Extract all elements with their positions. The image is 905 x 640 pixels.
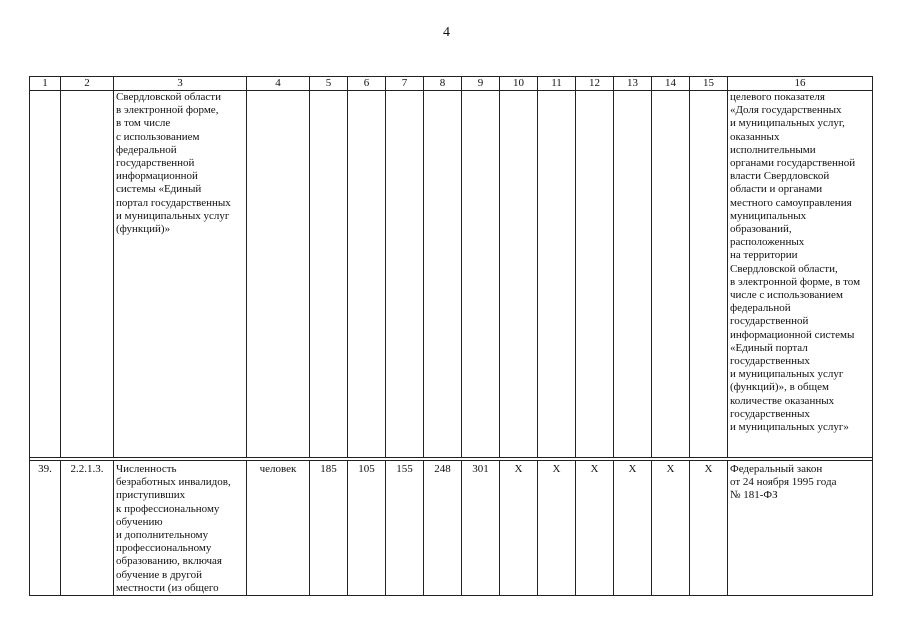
- source-cell: Федеральный закон от 24 ноября 1995 года № 181-ФЗ: [728, 461, 873, 596]
- value-cell-10: [500, 91, 538, 458]
- value-cell-8: 248: [424, 461, 462, 596]
- value-cell-5: 185: [310, 461, 348, 596]
- header-col-10: 10: [500, 77, 538, 91]
- header-col-15: 15: [690, 77, 728, 91]
- header-col-13: 13: [614, 77, 652, 91]
- value-cell-8: [424, 91, 462, 458]
- unit-cell: человек: [247, 461, 310, 596]
- unit-cell: [247, 91, 310, 458]
- indicator-table: [29, 76, 873, 596]
- header-col-11: 11: [538, 77, 576, 91]
- value-cell-11: X: [538, 461, 576, 596]
- value-cell-14: [652, 91, 690, 458]
- value-cell-9: 301: [462, 461, 500, 596]
- header-col-16: 16: [728, 77, 873, 91]
- header-col-14: 14: [652, 77, 690, 91]
- value-cell-7: 155: [386, 461, 424, 596]
- value-cell-13: [614, 91, 652, 458]
- header-col-12: 12: [576, 77, 614, 91]
- header-col-5: 5: [310, 77, 348, 91]
- value-cell-14: X: [652, 461, 690, 596]
- header-col-2: 2: [61, 77, 114, 91]
- value-cell-11: [538, 91, 576, 458]
- value-cell-5: [310, 91, 348, 458]
- source-cell: целевого показателя «Доля государственных и муниципальных услуг, оказанных исполнительными органами государственной власти Свердловской области и органами местного самоуправления муниципальных образований, расположенных на территории Свердловской области, в электронной форме, в том числе с использованием федеральной государственной информационной системы «Единый портал государственных и муниципальных услуг (функций)», в общем количестве оказанных государственных и муниципальных услуг»: [728, 91, 873, 458]
- row-number-cell: [30, 91, 61, 458]
- value-cell-7: [386, 91, 424, 458]
- code-cell: 2.2.1.3.: [61, 461, 114, 596]
- header-row: [30, 77, 873, 91]
- header-col-1: 1: [30, 77, 61, 91]
- value-cell-6: 105: [348, 461, 386, 596]
- header-col-6: 6: [348, 77, 386, 91]
- header-col-8: 8: [424, 77, 462, 91]
- header-col-9: 9: [462, 77, 500, 91]
- value-cell-12: [576, 91, 614, 458]
- value-cell-15: X: [690, 461, 728, 596]
- header-col-3: 3: [114, 77, 247, 91]
- code-cell: [61, 91, 114, 458]
- value-cell-13: X: [614, 461, 652, 596]
- indicator-name-cell: Свердловской области в электронной форме, в том числе с использованием федеральной государственной информационной системы «Единый портал государственных и муниципальных услуг (функций)»: [114, 91, 247, 458]
- value-cell-6: [348, 91, 386, 458]
- value-cell-15: [690, 91, 728, 458]
- page-number: 4: [443, 25, 450, 40]
- indicator-name-cell: Численность безработных инвалидов, приступивших к профессиональному обучению и дополнительному профессиональному образованию, включая обучение в другой местности (из общего: [114, 461, 247, 596]
- value-cell-10: X: [500, 461, 538, 596]
- row-number-cell: 39.: [30, 461, 61, 596]
- header-col-4: 4: [247, 77, 310, 91]
- table-row: [30, 91, 873, 458]
- table-row: [30, 461, 873, 596]
- value-cell-9: [462, 91, 500, 458]
- value-cell-12: X: [576, 461, 614, 596]
- header-col-7: 7: [386, 77, 424, 91]
